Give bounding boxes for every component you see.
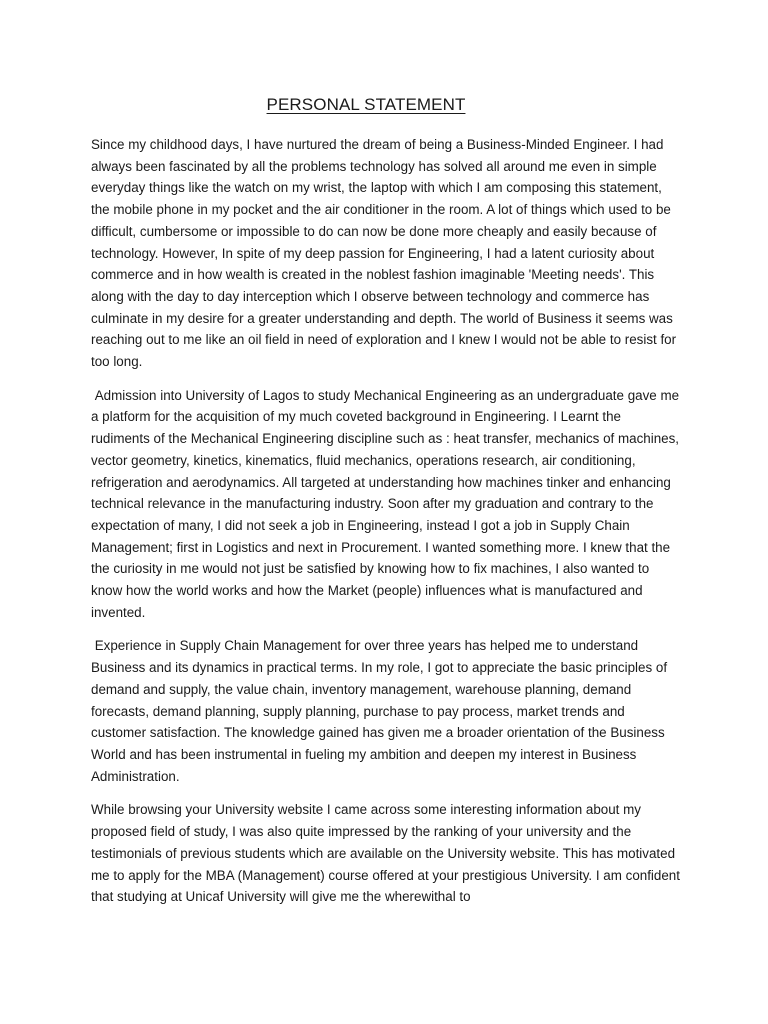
page-title: PERSONAL STATEMENT bbox=[266, 95, 466, 114]
paragraph-experience: Experience in Supply Chain Management for over three years has helped me to understand Business and its dynamics in practical terms. In my role, I got to appreciate the basic principles of demand and supply, the value chain, inventory management, warehouse planning, demand forecasts, demand planning, supply planning, purchase to pay process, market trends and customer satisfaction. The knowledge gained has given me a broader orientation of the Business World and has been instrumental in fueling my ambition and deepen my interest in Business Administration. bbox=[91, 638, 671, 784]
paragraph-motivation: While browsing your University website I came across some interesting information about my proposed field of study, I was also quite impressed by the ranking of your university and the testimonials of previous students which are available on the University website. This has motivated me to apply for the MBA (Management) course offered at your prestigious University. I am confident that studying at Unicaf University will give me the wherewithal to bbox=[91, 802, 684, 905]
paragraph-childhood: Since my childhood days, I have nurtured the dream of being a Business-Minded Engineer. I had always been fascinated by all the problems technology has solved all around me even in simple everyday things like the watch on my wrist, the laptop with which I am composing this statement, the mobile phone in my pocket and the air conditioner in the room. A lot of things which used to be difficult, cumbersome or impossible to do can now be done more cheaply and easily because of technology. However, In spite of my deep passion for Engineering, I had a latent curiosity about commerce and in how wealth is created in the noblest fashion imaginable 'Meeting needs'. This along with the day to day interception which I observe between technology and commerce has culminate in my desire for a greater understanding and depth. The world of Business it seems was reaching out to me like an oil field in need of exploration and I knew I would not be able to resist for too long. bbox=[91, 137, 680, 370]
paragraph-education: Admission into University of Lagos to study Mechanical Engineering as an undergraduate gave me a platform for the acquisition of my much coveted background in Engineering. I Learnt the rudiments of the Mechanical Engineering discipline such as : heat transfer, mechanics of machines, vector geometry, kinetics, kinematics, fluid mechanics, operations research, air conditioning, refrigeration and aerodynamics. All targeted at understanding how machines tinker and enhancing technical relevance in the manufacturing industry. Soon after my graduation and contrary to the expectation of many, I did not seek a job in Engineering, instead I got a job in Supply Chain Management; first in Logistics and next in Procurement. I wanted something more. I knew that the the curiosity in me would not just be satisfied by knowing how to fix machines, I also wanted to know how the world works and how the Market (people) influences what is manufactured and invented. bbox=[91, 387, 683, 620]
statement-body bbox=[91, 134, 684, 920]
